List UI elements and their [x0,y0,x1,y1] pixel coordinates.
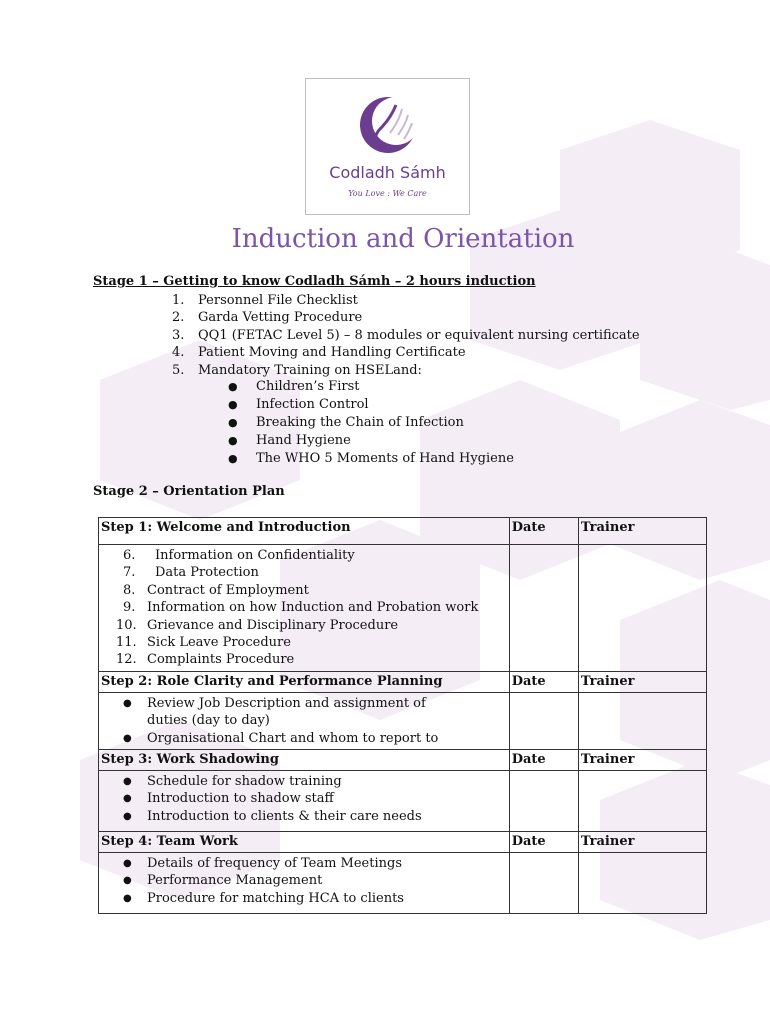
step-items [99,771,510,832]
item-text: Performance Management [147,873,323,889]
table-header-row [99,671,707,692]
stage1-numbered-list [172,292,640,379]
list-item [99,547,509,564]
item-text: Breaking the Chain of Infection [256,415,464,430]
trainer-header: Trainer [578,518,706,545]
stage2-heading: Stage 2 – Orientation Plan [93,484,285,499]
list-item [172,292,640,309]
trainer-cell[interactable] [578,853,706,914]
item-text: Mandatory Training on HSELand: [198,362,422,378]
list-item [99,890,509,907]
trainer-cell[interactable] [578,771,706,832]
trainer-cell[interactable] [578,692,706,749]
item-number: 10. [116,617,137,633]
list-item [99,872,509,889]
list-item [172,362,640,379]
step-items [99,545,510,672]
date-header: Date [509,832,578,853]
step-title: Step 3: Work Shadowing [99,750,510,771]
item-number: 12. [116,652,137,668]
item-number: 11. [116,635,137,651]
list-item [228,378,514,396]
list-item [228,396,514,414]
item-number: 1. [172,293,185,308]
item-text: Hand Hygiene [256,433,351,448]
list-item [99,855,509,872]
bullet-icon: ● [228,416,238,429]
date-header: Date [509,671,578,692]
list-item [99,634,509,651]
item-text: Data Protection [155,565,259,581]
table-row [99,692,707,749]
list-item [99,582,509,599]
list-item [172,309,640,326]
list-item [99,617,509,634]
item-text: Details of frequency of Team Meetings [147,856,402,872]
bullet-icon: ● [228,398,238,411]
list-item [99,730,509,747]
trainer-header: Trainer [578,750,706,771]
item-text: Infection Control [256,397,369,412]
logo-tagline: You Love : We Care [348,189,427,198]
bullet-icon: ● [123,892,132,904]
item-text: Complaints Procedure [147,652,295,668]
bullet-icon: ● [123,875,132,887]
date-cell[interactable] [509,771,578,832]
date-cell[interactable] [509,692,578,749]
item-text: QQ1 (FETAC Level 5) – 8 modules or equivalent nursing certificate [198,327,640,343]
date-cell[interactable] [509,545,578,672]
trainer-header: Trainer [578,671,706,692]
bullet-icon: ● [228,380,238,393]
list-item [99,695,509,730]
date-header: Date [509,750,578,771]
list-item [99,790,509,807]
date-cell[interactable] [509,853,578,914]
item-text: Patient Moving and Handling Certificate [198,345,466,361]
item-number: 2. [172,310,185,326]
item-text: Introduction to clients & their care needs [147,808,422,824]
item-text: Introduction to shadow staff [147,791,334,807]
page-title: Induction and Orientation [231,224,575,254]
hand-moon-logo-icon [356,93,420,157]
item-number: 7. [123,565,136,581]
item-text: Schedule for shadow training [147,774,342,790]
item-number: 4. [172,345,185,361]
stage1-bullet-list [228,378,514,468]
stage1-heading: Stage 1 – Getting to know Codladh Sámh – 2 hours induction [93,274,536,289]
item-text: Organisational Chart and whom to report to [147,730,439,746]
list-item [99,599,509,616]
list-item [99,651,509,668]
bullet-icon: ● [123,793,132,805]
date-header: Date [509,518,578,545]
bullet-icon: ● [123,810,132,822]
item-text: Review Job Description and assignment of duties (day to day) [147,695,426,729]
bullet-icon: ● [123,858,132,870]
item-text: Sick Leave Procedure [147,635,291,651]
item-number: 9. [123,600,136,616]
trainer-header: Trainer [578,832,706,853]
bullet-icon: ● [123,697,132,709]
bullet-icon: ● [228,434,238,447]
list-item [228,432,514,450]
list-item [228,450,514,468]
item-text: Garda Vetting Procedure [198,310,363,326]
table-row [99,853,707,914]
item-text: Personnel File Checklist [198,293,358,308]
table-header-row [99,832,707,853]
table-row [99,545,707,672]
item-text: Children’s First [256,379,360,394]
bullet-icon: ● [123,732,132,744]
item-number: 8. [123,582,136,598]
item-text: Information on how Induction and Probation work [147,600,479,616]
bullet-icon: ● [228,452,238,465]
logo [305,78,470,215]
step-title: Step 4: Team Work [99,832,510,853]
list-item [172,327,640,344]
item-number: 6. [123,548,136,563]
list-item [228,414,514,432]
item-text: Procedure for matching HCA to clients [147,890,404,906]
trainer-cell[interactable] [578,545,706,672]
bullet-icon: ● [123,776,132,788]
step-items [99,692,510,749]
item-number: 5. [172,362,185,378]
list-item [172,344,640,361]
item-text: Grievance and Disciplinary Procedure [147,617,399,633]
step-title: Step 1: Welcome and Introduction [99,518,510,545]
list-item [99,808,509,825]
item-text: The WHO 5 Moments of Hand Hygiene [256,451,514,466]
logo-name: Codladh Sámh [329,163,446,182]
step-items [99,853,510,914]
item-text: Contract of Employment [147,582,309,598]
item-text: Information on Confidentiality [155,548,355,563]
list-item [99,564,509,581]
item-number: 3. [172,327,185,343]
orientation-plan-table [98,517,707,914]
list-item [99,773,509,790]
table-row [99,771,707,832]
table-header-row [99,750,707,771]
table-header-row [99,518,707,545]
step-title: Step 2: Role Clarity and Performance Planning [99,671,510,692]
